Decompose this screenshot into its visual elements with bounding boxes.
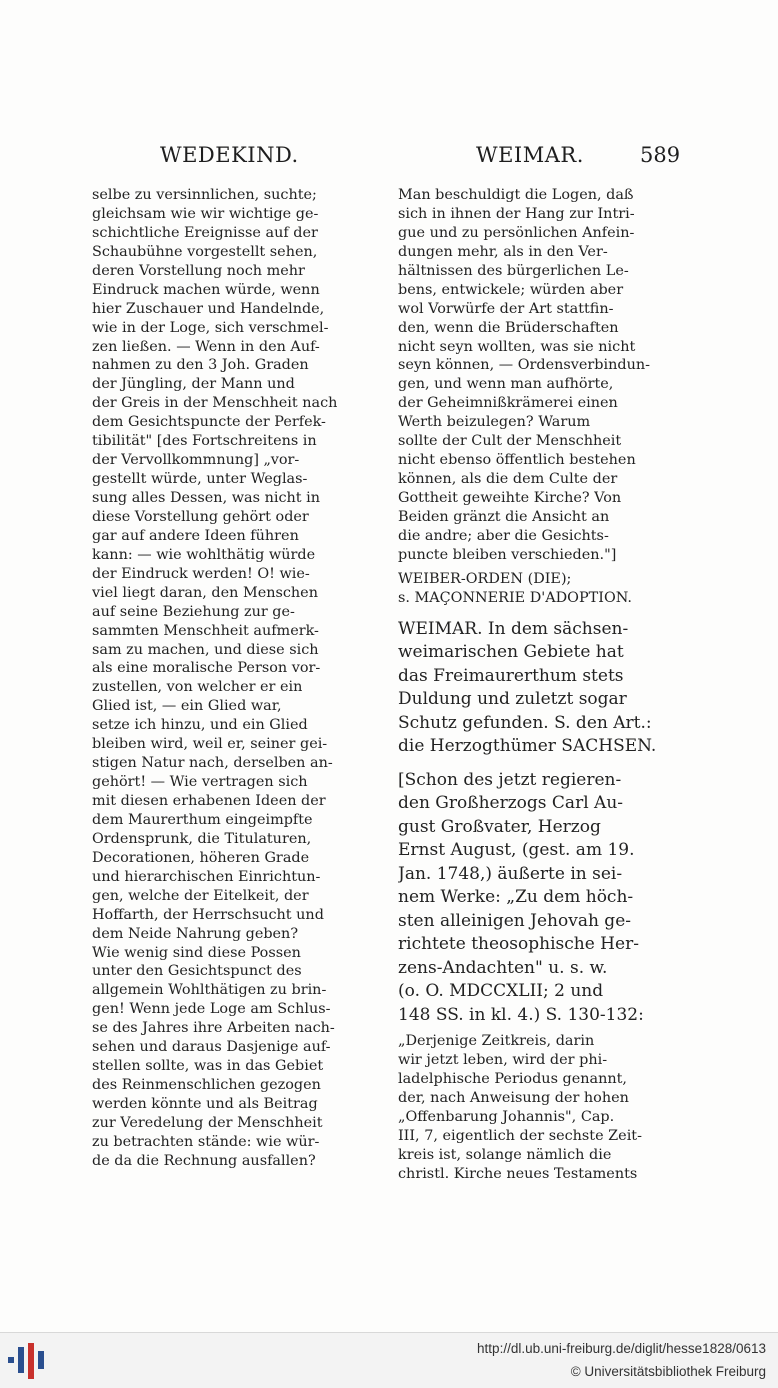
text-line: unter den Gesichtspunct des	[92, 963, 302, 980]
viewer-footer	[0, 1332, 778, 1388]
text-line: werden könnte und als Beitrag	[92, 1096, 318, 1112]
text-line: gleichsam wie wir wichtige ge-	[92, 205, 319, 222]
text-line: 148 SS. in kl. 4.) S. 130-132:	[398, 1004, 644, 1025]
text-line: der Eindruck werden! O! wie-	[92, 565, 310, 582]
text-line: richtete theosophische Her-	[398, 934, 639, 955]
text-line: ladelphische Periodus genannt,	[398, 1071, 628, 1087]
text-line: deren Vorstellung noch mehr	[92, 262, 305, 279]
text-line: setze ich hinzu, und ein Glied	[92, 717, 308, 734]
text-line: bens, entwickele; würden aber	[398, 281, 624, 298]
text-line: Decorationen, höheren Grade	[92, 849, 310, 866]
text-line: WEIMAR. In dem sächsen-	[398, 618, 629, 639]
text-line: de da die Rechnung ausfallen?	[92, 1152, 316, 1169]
text-line: christl. Kirche neues Testaments	[398, 1165, 638, 1182]
text-line: gestellt würde, unter Weglas-	[92, 471, 308, 488]
text-line: der, nach Anweisung der hohen	[398, 1089, 629, 1106]
text-line: hältnissen des bürgerlichen Le-	[398, 262, 629, 279]
text-line: WEIBER-ORDEN (DIE);	[398, 570, 572, 587]
text-line: sten alleinigen Jehovah ge-	[398, 910, 631, 931]
text-line: wie in der Loge, sich verschmel-	[92, 319, 329, 336]
text-line: zustellen, von welcher er ein	[92, 679, 303, 696]
text-line: (o. O. MDCCXLII; 2 und	[398, 981, 604, 1002]
text-line: Schaubühne vorgestellt sehen,	[92, 243, 318, 260]
text-line: sich in ihnen der Hang zur Intri-	[398, 205, 635, 222]
text-line: gen, welche der Eitelkeit, der	[92, 887, 309, 904]
text-line: die andre; aber die Gesichts-	[398, 527, 609, 544]
text-line: selbe zu versinnlichen, suchte;	[92, 187, 317, 203]
text-line: stellen sollte, was in das Gebiet	[92, 1058, 324, 1075]
text-line: Jan. 1748,) äußerte in sei-	[398, 863, 623, 884]
text-line: allgemein Wohlthätigen zu brin-	[92, 982, 327, 999]
text-line: seyn können, — Ordensverbindun-	[398, 357, 650, 374]
text-line: Man beschuldigt die Logen, daß	[398, 187, 634, 203]
text-line: [Schon des jetzt regieren-	[398, 769, 622, 790]
text-line: wol Vorwürfe der Art stattfin-	[398, 300, 614, 317]
text-line: nicht ebenso öffentlich bestehen	[398, 452, 636, 469]
text-line: zen ließen. — Wenn in den Auf-	[92, 338, 320, 355]
text-line: gen! Wenn jede Loge am Schlus-	[92, 1001, 331, 1018]
text-line: Ordensprunk, die Titulaturen,	[92, 830, 312, 847]
text-line: „Derjenige Zeitkreis, darin	[398, 1033, 595, 1050]
text-line: dem Gesichtspuncte der Perfek-	[92, 414, 326, 431]
text-line: auf seine Beziehung zur ge-	[92, 603, 295, 620]
copyright-notice: © Universitätsbibliothek Freiburg	[570, 1364, 766, 1379]
text-line: Wie wenig sind diese Possen	[92, 944, 301, 961]
text-line: Schutz gefunden. S. den Art.:	[398, 712, 652, 733]
text-line: den, wenn die Brüderschaften	[398, 319, 619, 336]
text-line: weimarischen Gebiete hat	[398, 642, 624, 663]
text-line: Glied ist, — ein Glied war,	[92, 698, 282, 715]
text-line: der Geheimnißkrämerei einen	[398, 395, 618, 412]
text-line: s. MAÇONNERIE D'ADOPTION.	[398, 589, 632, 606]
permalink-url[interactable]: http://dl.ub.uni-freiburg.de/diglit/hesse1828/0613	[477, 1341, 766, 1356]
text-line: dungen mehr, als in den Ver-	[398, 243, 608, 260]
text-line: dem Maurerthum eingeimpfte	[92, 811, 313, 828]
text-line: Eindruck machen würde, wenn	[92, 281, 320, 298]
text-line: tibilität" [des Fortschreitens in	[92, 433, 317, 450]
text-line: nem Werke: „Zu dem höch-	[398, 887, 634, 908]
text-line: können, als die dem Culte der	[398, 471, 618, 488]
text-line: kreis ist, solange nämlich die	[398, 1146, 612, 1163]
text-line: der Vervollkommnung] „vor-	[92, 452, 300, 469]
text-line: das Freimaurerthum stets	[398, 665, 624, 686]
text-line: nahmen zu den 3 Joh. Graden	[92, 357, 309, 374]
right-column	[398, 186, 688, 1184]
text-line: Ernst August, (gest. am 19.	[398, 840, 635, 861]
text-line: gar auf andere Ideen führen	[92, 527, 299, 544]
text-line: als eine moralische Person vor-	[92, 660, 321, 677]
text-line: nicht seyn wollten, was sie nicht	[398, 338, 636, 355]
weimar-entry	[398, 618, 688, 759]
text-line: Beiden gränzt die Ansicht an	[398, 508, 610, 525]
text-line: sam zu machen, und diese sich	[92, 641, 319, 658]
page-number: 589	[640, 143, 681, 167]
running-head-center: WEIMAR.	[476, 143, 584, 167]
text-line: zens-Andachten" u. s. w.	[398, 957, 608, 978]
text-line: bleiben wird, weil er, seiner gei-	[92, 736, 328, 753]
left-column	[92, 186, 388, 1171]
text-line: sollte der Cult der Menschheit	[398, 433, 622, 450]
text-line: puncte bleiben verschieden."]	[398, 546, 617, 563]
text-line: hier Zuschauer und Handelnde,	[92, 300, 325, 317]
text-line: Gottheit geweihte Kirche? Von	[398, 490, 622, 506]
text-line: Hoffarth, der Herrschsucht und	[92, 906, 324, 923]
text-line: die Herzogthümer SACHSEN.	[398, 736, 657, 757]
text-line: gue und zu persönlichen Anfein-	[398, 224, 635, 241]
text-line: der Greis in der Menschheit nach	[92, 395, 338, 412]
running-head-left: WEDEKIND.	[160, 143, 299, 167]
text-line: se des Jahres ihre Arbeiten nach-	[92, 1020, 335, 1037]
text-line: der Jüngling, der Mann und	[92, 376, 295, 393]
text-line: Werth beizulegen? Warum	[398, 414, 591, 431]
text-line: den Großherzogs Carl Au-	[398, 793, 624, 814]
text-line: schichtliche Ereignisse auf der	[92, 224, 318, 241]
quoted-passage	[398, 1032, 688, 1184]
library-logo-icon	[8, 1343, 50, 1379]
text-line: dem Neide Nahrung geben?	[92, 925, 299, 942]
text-line: gehört! — Wie vertragen sich	[92, 774, 308, 791]
text-line: zu betrachten stände: wie wür-	[92, 1133, 320, 1150]
text-line: III, 7, eigentlich der sechste Zeit-	[398, 1127, 642, 1144]
text-line: „Offenbarung Johannis", Cap.	[398, 1108, 615, 1125]
text-line: gen, und wenn man aufhörte,	[398, 376, 614, 393]
text-line: wir jetzt leben, wird der phi-	[398, 1052, 608, 1069]
text-line: sehen und daraus Dasjenige auf-	[92, 1039, 331, 1056]
text-line: zur Veredelung der Menschheit	[92, 1114, 323, 1131]
text-line: diese Vorstellung gehört oder	[92, 508, 309, 525]
text-line: des Reinmenschlichen gezogen	[92, 1077, 321, 1094]
text-line: sammten Menschheit aufmerk-	[92, 622, 319, 639]
text-line: Duldung und zuletzt sogar	[398, 689, 627, 710]
text-line: gust Großvater, Herzog	[398, 816, 601, 837]
running-head	[0, 143, 778, 177]
text-line: viel liegt daran, den Menschen	[92, 584, 318, 601]
text-line: sung alles Dessen, was nicht in	[92, 490, 321, 506]
text-line: stigen Natur nach, derselben an-	[92, 755, 333, 772]
text-line: kann: — wie wohlthätig würde	[92, 546, 316, 563]
text-line: und hierarchischen Einrichtun-	[92, 868, 321, 885]
text-line: mit diesen erhabenen Ideen der	[92, 793, 326, 809]
editorial-note	[398, 769, 688, 1028]
cross-reference-entries	[398, 570, 688, 608]
right-column-continuation	[398, 186, 688, 565]
